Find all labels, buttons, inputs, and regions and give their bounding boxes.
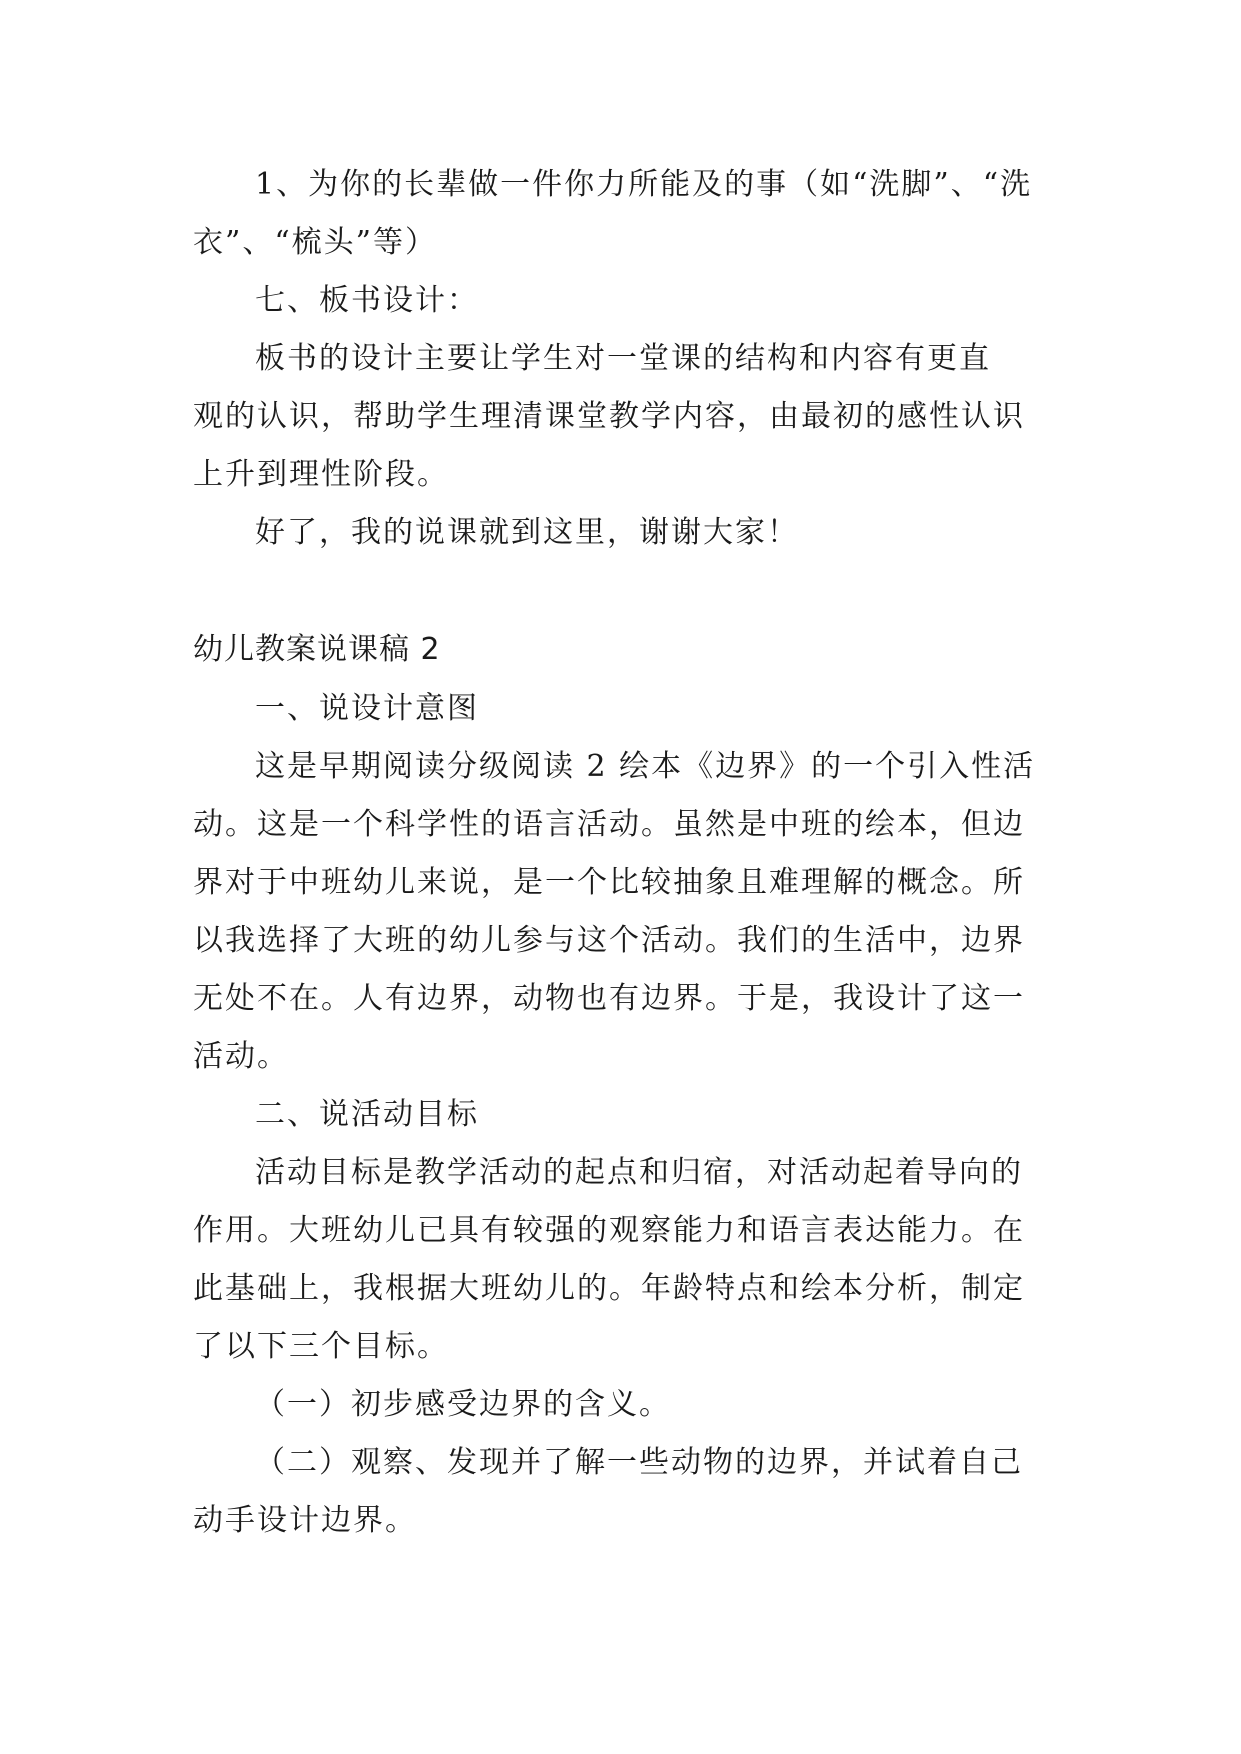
paragraph-line: 上升到理性阶段。: [193, 457, 449, 492]
paragraph-line: 板书的设计主要让学生对一堂课的结构和内容有更直: [255, 341, 991, 376]
paragraph-line: 活动。: [193, 1039, 289, 1074]
paragraph-line: 这是早期阅读分级阅读 2 绘本《边界》的一个引入性活: [255, 749, 1036, 784]
paragraph-line: 1、为你的长辈做一件你力所能及的事（如“洗脚”、“洗: [255, 167, 1033, 202]
document-title: 幼儿教案说课稿 2: [193, 632, 441, 667]
paragraph-line: 动手设计边界。: [193, 1503, 417, 1538]
paragraph-line: 界对于中班幼儿来说，是一个比较抽象且难理解的概念。所: [193, 865, 1025, 900]
paragraph-line: 好了，我的说课就到这里，谢谢大家！: [255, 515, 799, 550]
section-heading: 七、板书设计：: [255, 283, 479, 318]
paragraph-line: 衣”、“梳头”等）: [193, 225, 438, 260]
paragraph-line: 此基础上，我根据大班幼儿的。年龄特点和绘本分析，制定: [193, 1271, 1025, 1306]
paragraph-line: 了以下三个目标。: [193, 1329, 449, 1364]
section-heading: 二、说活动目标: [255, 1097, 479, 1132]
paragraph-line: 观的认识，帮助学生理清课堂教学内容，由最初的感性认识: [193, 399, 1025, 434]
list-item: （二）观察、发现并了解一些动物的边界，并试着自己: [255, 1445, 1023, 1480]
list-item: （一）初步感受边界的含义。: [255, 1387, 671, 1422]
paragraph-line: 作用。大班幼儿已具有较强的观察能力和语言表达能力。在: [193, 1213, 1025, 1248]
paragraph-line: 动。这是一个科学性的语言活动。虽然是中班的绘本，但边: [193, 807, 1025, 842]
paragraph-line: 无处不在。人有边界，动物也有边界。于是，我设计了这一: [193, 981, 1025, 1016]
paragraph-line: 活动目标是教学活动的起点和归宿，对活动起着导向的: [255, 1155, 1023, 1190]
section-heading: 一、说设计意图: [255, 691, 479, 726]
paragraph-line: 以我选择了大班的幼儿参与这个活动。我们的生活中，边界: [193, 923, 1025, 958]
